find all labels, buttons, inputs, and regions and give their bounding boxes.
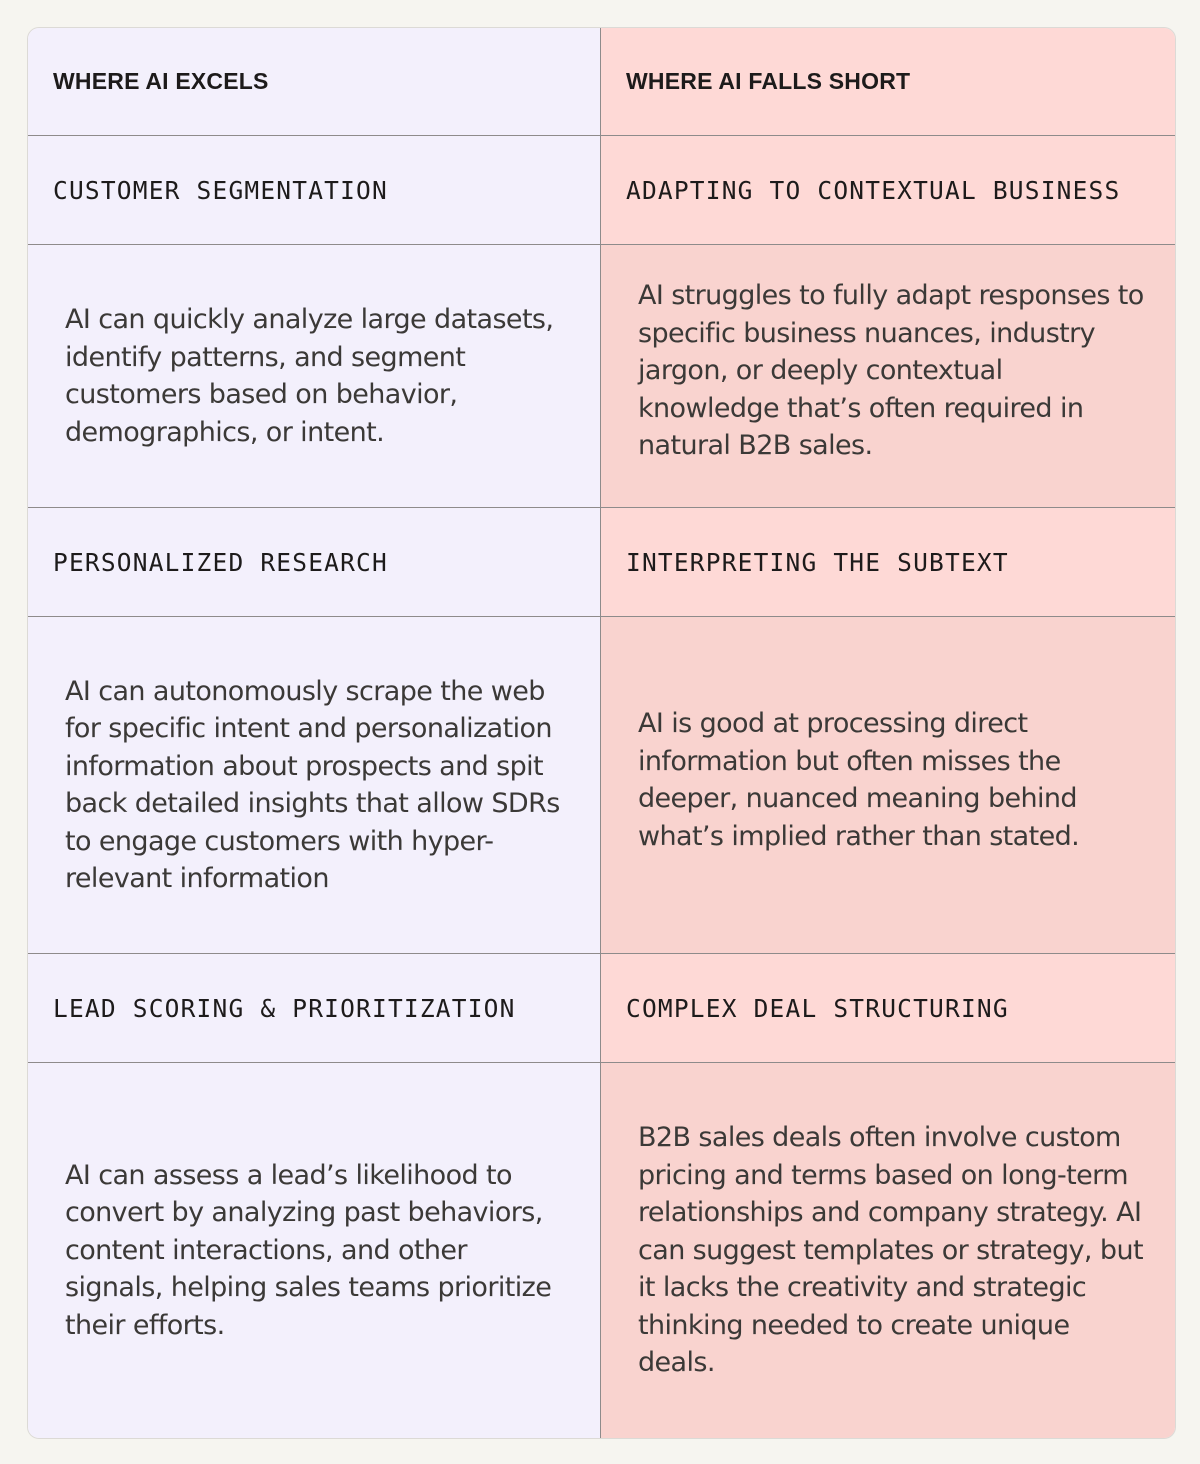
row-3-falls-short-label: COMPLEX DEAL STRUCTURING — [626, 993, 1009, 1023]
row-3-excels-body-cell — [28, 1063, 601, 1438]
row-2-falls-short-description: AI is good at processing direct information but often misses the deeper, nuanced meaning behind what’s implied rather than stated. — [638, 708, 1080, 852]
row-2-excels-label: PERSONALIZED RESEARCH — [53, 547, 388, 577]
row-2-falls-short-label-cell — [601, 508, 1175, 617]
row-1-falls-short-body-cell — [601, 245, 1175, 508]
column-header-excels — [28, 28, 601, 136]
column-header-falls-short — [601, 28, 1175, 136]
row-1-excels-body-cell — [28, 245, 601, 508]
column-header-excels-text: WHERE AI EXCELS — [53, 68, 269, 94]
row-3-falls-short-description: B2B sales deals often involve custom pricing and terms based on long-term relationships and company strategy. AI can suggest templates or strategy, but it lacks the creativity and strategic thinking needed to create unique deals. — [638, 1122, 1143, 1379]
row-3-falls-short-body-cell — [601, 1063, 1175, 1438]
row-1-excels-description: AI can quickly analyze large datasets, identify patterns, and segment customers based on behavior, demographics, or intent. — [65, 304, 554, 448]
row-1-falls-short-description: AI struggles to fully adapt responses to specific business nuances, industry jargon, or deeply contextual knowledge that’s often required in natural B2B sales. — [638, 280, 1144, 462]
row-3-falls-short-label-cell — [601, 954, 1175, 1063]
row-1-excels-label-cell — [28, 136, 601, 245]
column-header-falls-short-text: WHERE AI FALLS SHORT — [626, 68, 911, 94]
row-3-excels-label-cell — [28, 954, 601, 1063]
row-3-excels-description: AI can assess a lead’s likelihood to convert by analyzing past behaviors, content interactions, and other signals, helping sales teams prioritize their efforts. — [65, 1159, 552, 1341]
row-2-falls-short-label: INTERPRETING THE SUBTEXT — [626, 547, 1009, 577]
row-2-falls-short-body-cell — [601, 617, 1175, 954]
comparison-table — [27, 27, 1176, 1439]
row-1-falls-short-label: ADAPTING TO CONTEXTUAL BUSINESS — [626, 175, 1121, 205]
row-2-excels-body-cell — [28, 617, 601, 954]
row-1-falls-short-label-cell — [601, 136, 1175, 245]
row-3-excels-label: LEAD SCORING & PRIORITIZATION — [53, 993, 516, 1023]
row-2-excels-label-cell — [28, 508, 601, 617]
row-1-excels-label: CUSTOMER SEGMENTATION — [53, 175, 388, 205]
row-2-excels-description: AI can autonomously scrape the web for specific intent and personalization information about prospects and spit back detailed insights that allow SDRs to engage customers with hyper-relevant information — [65, 675, 560, 894]
